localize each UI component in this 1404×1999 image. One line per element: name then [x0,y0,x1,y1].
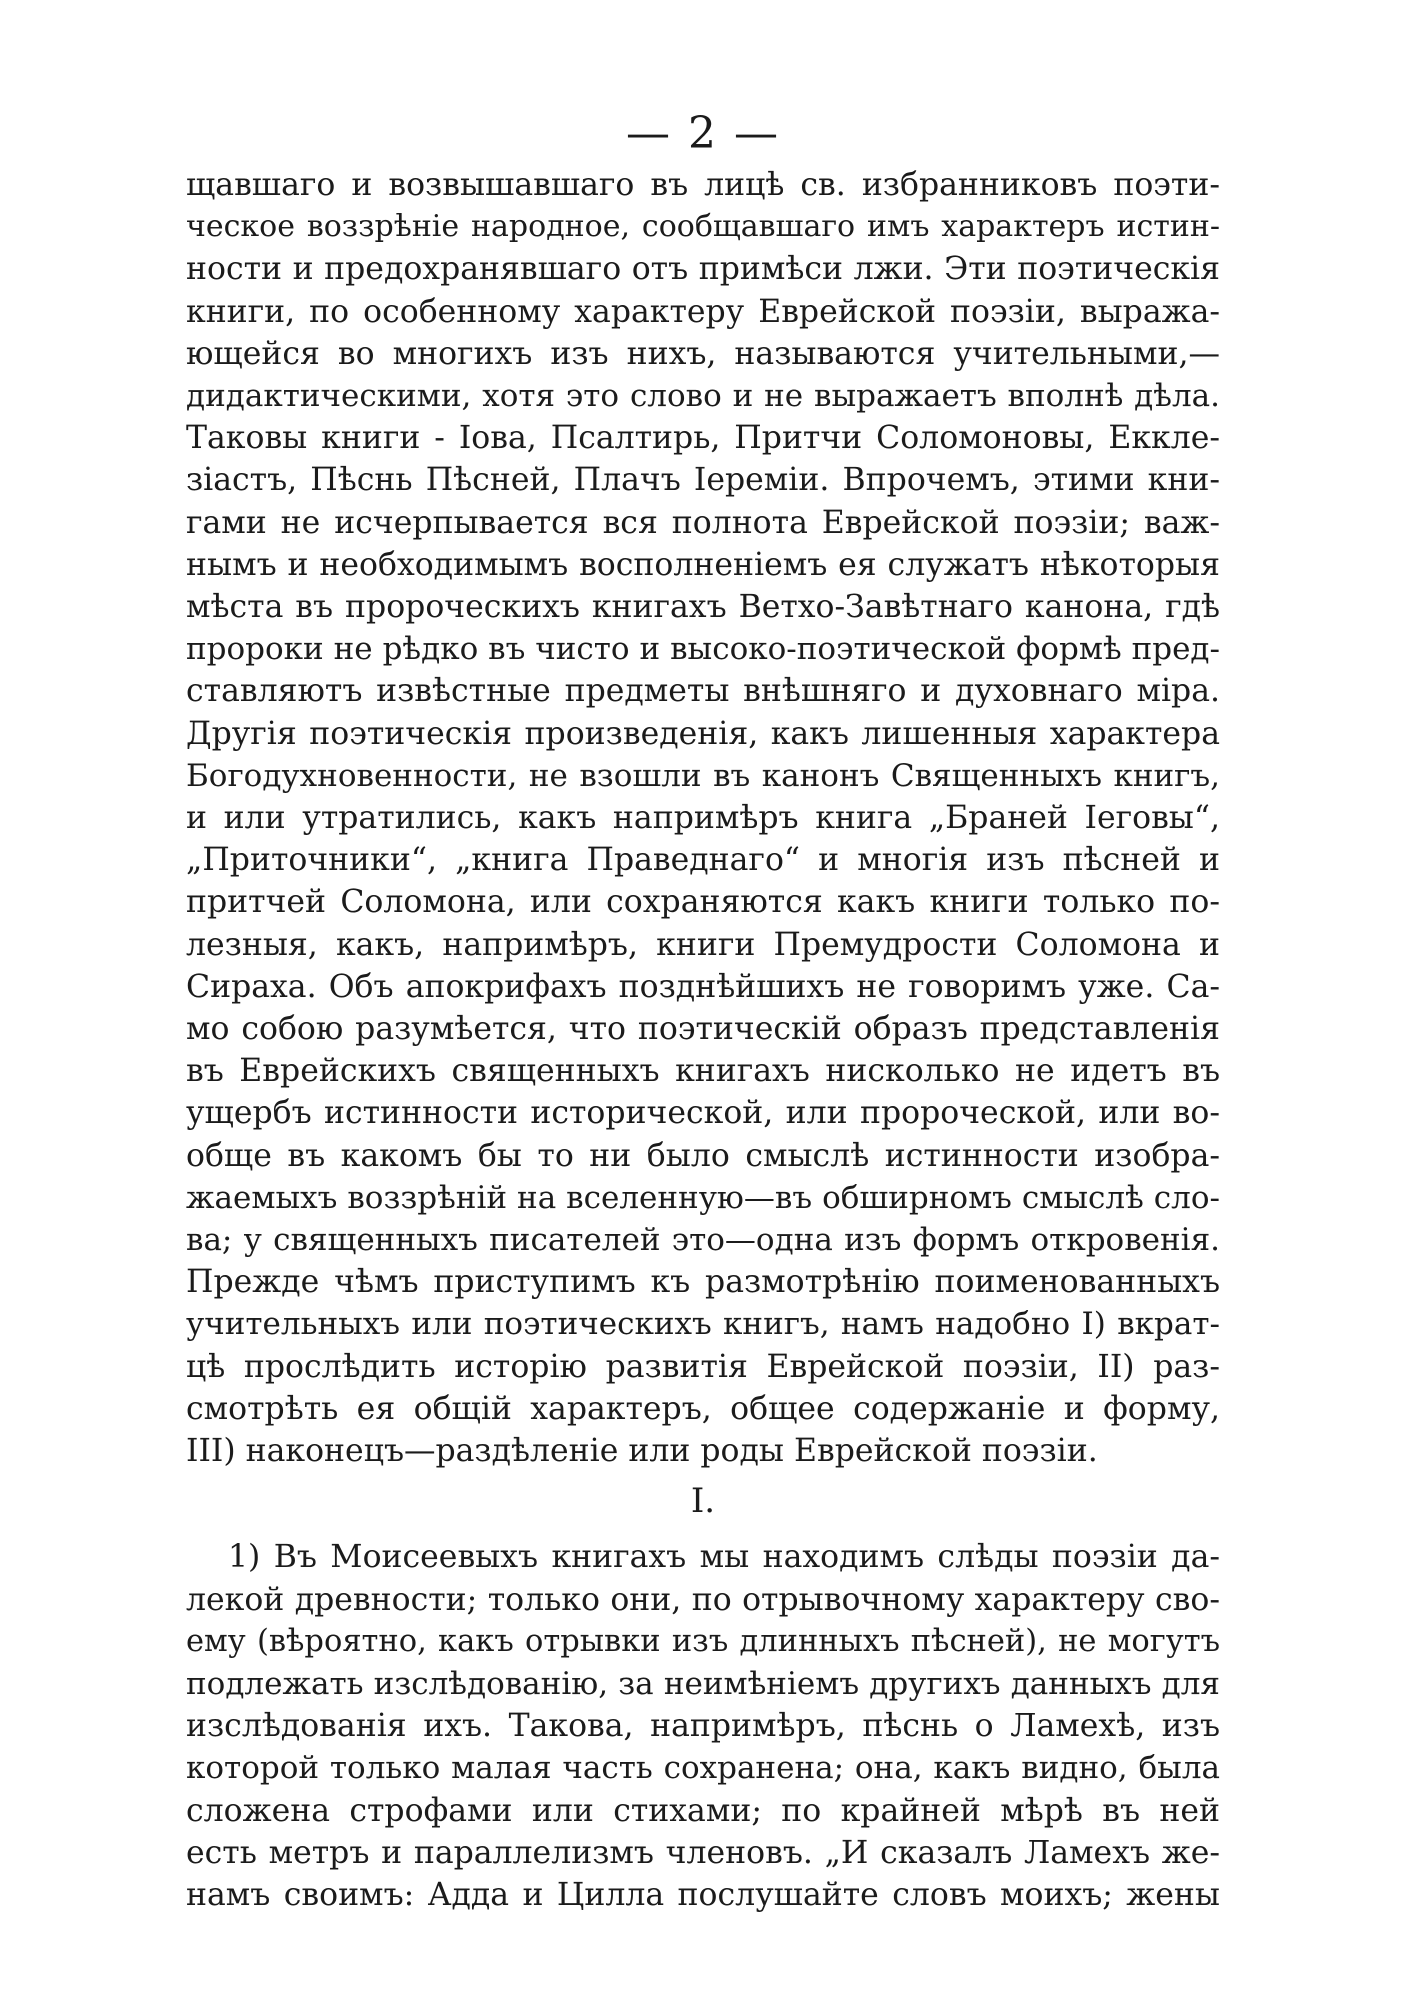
text-line: щавшаго и возвышавшаго въ лицѣ св. избранниковъ поэти- [186,167,1220,203]
text-line: и или утратились, какъ напримѣръ книга „Браней Іеговы“, [186,800,1220,837]
text-line: ва; у священныхъ писателей это—одна изъ формъ откровенія. [186,1222,1220,1259]
text-line: ставляютъ извѣстные предметы внѣшняго и духовнаго міра. [186,673,1220,710]
text-line: Прежде чѣмъ приступимъ къ размотрѣнію поименованныхъ [186,1264,1220,1301]
page-number: — 2 — [626,108,780,159]
text-line: пророки не рѣдко въ чисто и высоко-поэтической формѣ пред- [186,631,1220,668]
text-line: жаемыхъ воззрѣній на вселенную—въ обширномъ смыслѣ сло- [186,1179,1220,1216]
text-line: III) наконецъ—раздѣленіе или роды Еврейской поэзіи. [186,1433,1098,1470]
text-line: въ Еврейскихъ священныхъ книгахъ нисколько не идетъ въ [186,1053,1220,1090]
text-line: цѣ прослѣдить исторію развитія Еврейской поэзіи, II) раз- [186,1348,1220,1385]
text-line: дидактическими, хотя это слово и не выражаетъ вполнѣ дѣла. [186,378,1220,415]
text-line: ему (вѣроятно, какъ отрывки изъ длинныхъ пѣсней), не могутъ [186,1623,1220,1659]
text-line: мо собою разумѣется, что поэтическій образъ представленія [186,1011,1220,1048]
section-heading: I. [690,1481,716,1522]
text-line: Богодухновенности, не взошли въ канонъ Священныхъ книгъ, [186,757,1220,794]
text-line: ности и предохранявшаго отъ примѣси лжи. Эти поэтическія [186,251,1220,288]
text-line: ческое воззрѣніе народное, сообщавшаго имъ характеръ истин- [186,209,1220,245]
text-line: подлежать изслѣдованію, за неимѣніемъ другихъ данныхъ для [186,1665,1220,1702]
text-line: „Приточники“, „книга Праведнаго“ и многія изъ пѣсней и [186,842,1220,879]
text-line: мѣста въ пророческихъ книгахъ Ветхо-Завѣтнаго канона, гдѣ [186,589,1220,626]
text-line: нымъ и необходимымъ восполненіемъ ея служатъ нѣкоторыя [186,546,1220,583]
text-line: 1) Въ Моисеевыхъ книгахъ мы находимъ слѣды поэзіи да- [228,1539,1220,1576]
paragraph-1 [186,164,1220,1472]
text-line: гами не исчерпывается вся полнота Еврейской поэзіи; важ- [186,504,1220,541]
text-line: Сираха. Объ апокрифахъ позднѣйшихъ не говоримъ уже. Са- [186,968,1220,1005]
text-line: притчей Соломона, или сохраняются какъ книги только по- [186,884,1220,921]
text-line: учительныхъ или поэтическихъ книгъ, намъ надобно I) вкрат- [186,1306,1220,1343]
text-line: сложена строфами или стихами; по крайней мѣрѣ въ ней [186,1792,1220,1829]
text-line: смотрѣть ея общій характеръ, общее содержаніе и форму, [186,1390,1220,1427]
text-line: намъ своимъ: Адда и Цилла послушайте словъ моихъ; жены [186,1876,1220,1913]
text-line: есть метръ и параллелизмъ членовъ. „И сказалъ Ламехъ же- [186,1834,1220,1871]
text-line: ющейся во многихъ изъ нихъ, называются учительными,— [186,335,1220,372]
text-line: книги, по особенному характеру Еврейской поэзіи, выража- [186,293,1220,330]
text-line: зіастъ, Пѣснь Пѣсней, Плачъ Іереміи. Впрочемъ, этими кни- [186,462,1220,499]
text-line: обще въ какомъ бы то ни было смыслѣ истинности изобра- [186,1137,1220,1174]
text-line: лезныя, какъ, напримѣръ, книги Премудрости Соломона и [186,926,1220,963]
text-line: которой только малая часть сохранена; она, какъ видно, была [186,1750,1220,1787]
paragraph-2 [186,1536,1220,1916]
text-line: Таковы книги - Іова, Псалтирь, Притчи Соломоновы, Еккле- [186,420,1220,457]
book-page [186,108,1220,1916]
text-line: изслѣдованія ихъ. Такова, напримѣръ, пѣснь о Ламехѣ, изъ [186,1708,1220,1745]
text-line: лекой древности; только они, по отрывочному характеру сво- [186,1581,1220,1618]
text-line: ущербъ истинности исторической, или пророческой, или во- [186,1095,1220,1132]
text-line: Другія поэтическія произведенія, какъ лишенныя характера [186,715,1220,752]
